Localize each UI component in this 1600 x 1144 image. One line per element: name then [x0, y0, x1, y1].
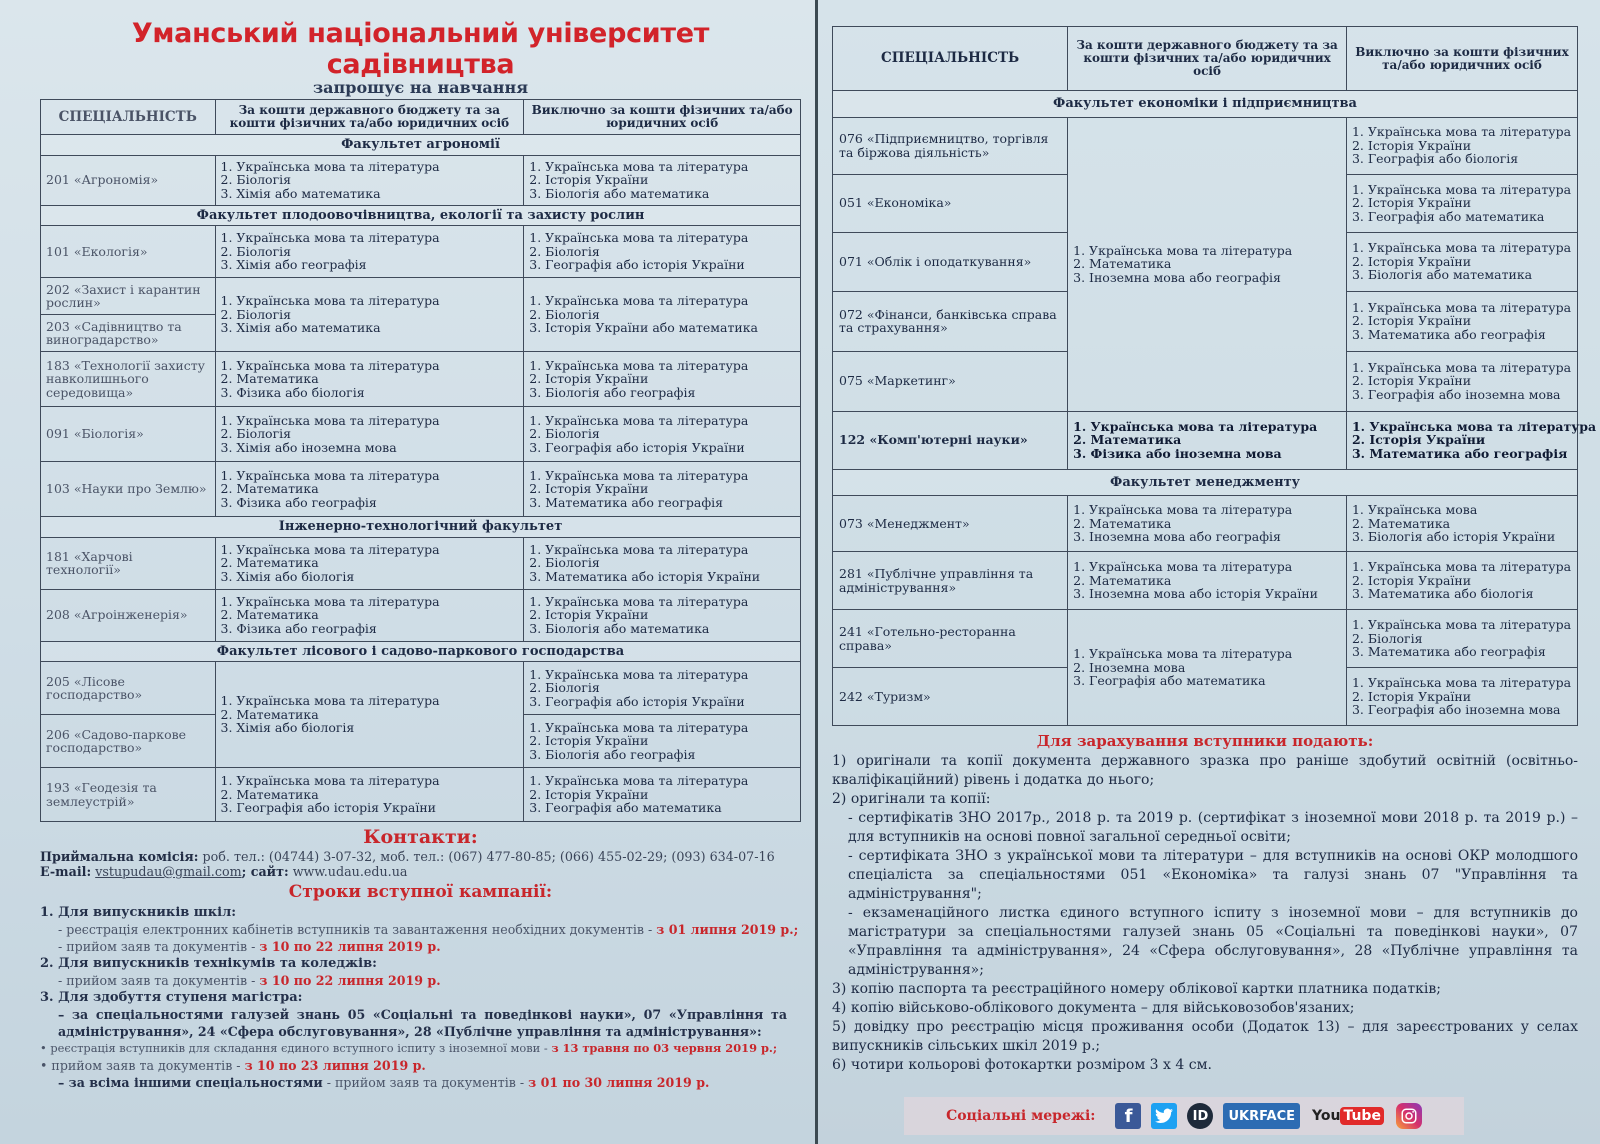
- ukrface-icon[interactable]: UKRFACE: [1223, 1103, 1300, 1129]
- instagram-icon[interactable]: [1396, 1103, 1422, 1129]
- table-row: [41, 278, 801, 315]
- youtube-icon[interactable]: You Tube: [1310, 1103, 1386, 1129]
- table-row: [833, 552, 1578, 610]
- table-row: [833, 411, 1578, 469]
- header-paid: Виключно за кошти фізичних та/або юридичних осіб: [524, 100, 801, 135]
- specialty-cell: 122 «Комп'ютерні науки»: [833, 411, 1068, 469]
- faculty-heading: Інженерно-технологічний факультет: [41, 517, 801, 538]
- budget-subjects: 1. Українська мова та література 2. Біологія 3. Хімія або математика: [215, 155, 524, 205]
- budget-subjects: 1. Українська мова та література 2. Математика 3. Фізика або географія: [215, 462, 524, 517]
- specialty-cell: 242 «Туризм»: [833, 668, 1068, 726]
- terms-item: – за всіма іншими спеціальностями - прийом заяв та документів - з 01 по 30 липня 2019 р.: [58, 1075, 710, 1090]
- specialty-cell: 103 «Науки про Землю»: [41, 462, 216, 517]
- header-budget: За кошти державного бюджету та за кошти фізичних та/або юридичних осіб: [215, 100, 524, 135]
- email-site-line: [40, 864, 801, 879]
- terms-item: – за спеціальностями галузей знань 05 «Соціальні та поведінкові науки», 07 «Управління та адміністрування», 24 «Сфера обслуговування», 28 «Публічне управління та адміністрування»:: [58, 1007, 787, 1039]
- header-budget: За кошти державного бюджету та за кошти фізичних та/або юридичних осіб: [1068, 27, 1347, 91]
- specialty-cell: 071 «Облік і оподаткування»: [833, 232, 1068, 291]
- email-link[interactable]: vstupudau@gmail.com: [95, 864, 242, 879]
- budget-subjects: 1. Українська мова та література 2. Математика 3. Іноземна мова або географія: [1068, 117, 1347, 411]
- faculty-heading: Факультет агрономії: [41, 135, 801, 156]
- table-row: [41, 352, 801, 407]
- header-specialty: СПЕЦІАЛЬНІСТЬ: [41, 100, 216, 135]
- specialty-cell: 075 «Маркетинг»: [833, 351, 1068, 411]
- specialty-cell: 201 «Агрономія»: [41, 155, 216, 205]
- email-label: E-mail:: [40, 864, 92, 879]
- paid-subjects: 1. Українська мова та література 2. Історія України 3. Математика або географія: [524, 462, 801, 517]
- specialty-cell: 205 «Лісове господарство»: [41, 662, 216, 715]
- terms-item: • прийом заяв та документів - з 10 по 23 липня 2019 р.: [40, 1058, 426, 1073]
- right-specialties-table: [832, 26, 1597, 726]
- budget-subjects: 1. Українська мова та література 2. Математика 3. Хімія або біологія: [215, 662, 524, 768]
- paid-subjects: 1. Українська мова та література 2. Історія України 3. Географія або іноземна мова: [1346, 351, 1577, 411]
- paid-subjects: 1. Українська мова та література 2. Історія України 3. Біологія або географія: [524, 352, 801, 407]
- paid-subjects: 1. Українська мова та література 2. Історія України 3. Біологія або математика: [1346, 232, 1577, 291]
- twitter-icon[interactable]: [1151, 1103, 1177, 1129]
- requirements-list: [832, 752, 1578, 1075]
- budget-subjects: 1. Українська мова та література 2. Біологія 3. Хімія або географія: [215, 226, 524, 278]
- specialty-cell: 183 «Технології захисту навколишнього середовища»: [41, 352, 216, 407]
- paid-subjects: 1. Українська мова 2. Математика 3. Біологія або історія України: [1346, 496, 1577, 552]
- list-item: 3) копію паспорта та реєстраційного номеру облікової картки платника податків;: [832, 981, 1441, 997]
- paid-subjects: 1. Українська мова та література 2. Історія України 3. Географія або біологія: [1346, 117, 1577, 174]
- budget-subjects: 1. Українська мова та література 2. Іноземна мова 3. Географія або математика: [1068, 610, 1347, 726]
- terms-heading: Строки вступної кампанії:: [288, 882, 553, 902]
- facebook-icon[interactable]: f: [1115, 1103, 1141, 1129]
- terms-item: - прийом заяв та документів - з 10 по 22 липня 2019 р.: [58, 973, 441, 988]
- site-label: ; сайт:: [241, 864, 289, 879]
- list-item: - екзаменаційного листка єдиного вступного іспиту з іноземної мови – для вступників до магістратури за спеціальностями галузей знань 05 «Соціальні та поведінкові науки», 07 «Управління та адміністрування», 24 «Сфера обслуговування», 28 «Публічне управління та адміністрування»;: [848, 905, 1578, 978]
- paid-subjects: 1. Українська мова та література 2. Історія України 3. Біологія або математика: [524, 589, 801, 641]
- budget-subjects: 1. Українська мова та література 2. Біологія 3. Хімія або іноземна мова: [215, 407, 524, 462]
- table-row: [833, 610, 1578, 668]
- faculty-heading: Факультет плодоовочівництва, екології та захисту рослин: [41, 205, 801, 226]
- budget-subjects: 1. Українська мова та література 2. Математика 3. Іноземна мова або географія: [1068, 496, 1347, 552]
- table-row: [41, 155, 801, 205]
- social-label: Соціальні мережі:: [946, 1108, 1096, 1124]
- table-row: [41, 589, 801, 641]
- paid-subjects: 1. Українська мова та література 2. Історія України 3. Математика або біологія: [1346, 552, 1577, 610]
- faculty-heading: Факультет менеджменту: [833, 469, 1578, 496]
- table-header: [833, 27, 1578, 91]
- admissions-phones: [40, 849, 801, 864]
- table-row: [41, 226, 801, 278]
- terms-group-schools: 1. Для випускників шкіл:: [40, 905, 237, 920]
- paid-subjects: 1. Українська мова та література 2. Біологія 3. Математика або історія України: [524, 537, 801, 589]
- paid-subjects: 1. Українська мова та література 2. Історія України 3. Математика або географія: [1346, 411, 1577, 469]
- budget-subjects: 1. Українська мова та література 2. Математика 3. Хімія або біологія: [215, 537, 524, 589]
- paid-subjects: 1. Українська мова та література 2. Біологія 3. Географія або історія України: [524, 407, 801, 462]
- contacts-heading: Контакти:: [363, 826, 478, 848]
- table-row: [833, 496, 1578, 552]
- commission-label: Приймальна комісія:: [40, 849, 199, 864]
- budget-subjects: 1. Українська мова та література 2. Біологія 3. Хімія або математика: [215, 278, 524, 352]
- table-row: [833, 117, 1578, 174]
- specialty-cell: 241 «Готельно-ресторанна справа»: [833, 610, 1068, 668]
- left-specialties-table: [40, 99, 801, 822]
- site-link[interactable]: www.udau.edu.ua: [292, 864, 408, 879]
- specialty-cell: 073 «Менеджмент»: [833, 496, 1068, 552]
- table-row: [41, 462, 801, 517]
- list-item: 4) копію військово-облікового документа – для військовозобов'язаних;: [832, 1000, 1355, 1016]
- paid-subjects: 1. Українська мова та література 2. Історія України 3. Математика або географія: [1346, 291, 1577, 351]
- budget-subjects: 1. Українська мова та література 2. Математика 3. Фізика або географія: [215, 589, 524, 641]
- paid-subjects: 1. Українська мова та література 2. Історія України 3. Біологія або математика: [524, 155, 801, 205]
- terms-group-masters: 3. Для здобуття ступеня магістра:: [40, 990, 303, 1005]
- paid-subjects: 1. Українська мова та література 2. Історія України 3. Географія або математика: [1346, 174, 1577, 232]
- specialty-cell: 193 «Геодезія та землеустрій»: [41, 768, 216, 822]
- paid-subjects: 1. Українська мова та література 2. Біологія 3. Географія або історія України: [524, 226, 801, 278]
- list-item: 2) оригінали та копії:: [832, 791, 991, 807]
- specialty-cell: 091 «Біологія»: [41, 407, 216, 462]
- list-item: 5) довідку про реєстрацію місця проживання особи (Додаток 13) – для зареєстрованих у селах випускників сільських шкіл 2019 р.;: [832, 1019, 1578, 1054]
- specialty-cell: 206 «Садово-паркове господарство»: [41, 715, 216, 768]
- header-paid: Виключно за кошти фізичних та/або юридичних осіб: [1346, 27, 1577, 91]
- paid-subjects: 1. Українська мова та література 2. Біологія 3. Історія України або математика: [524, 278, 801, 352]
- specialty-cell: 181 «Харчові технології»: [41, 537, 216, 589]
- specialty-cell: 281 «Публічне управління та адміністрування»: [833, 552, 1068, 610]
- table-row: [41, 768, 801, 822]
- specialty-cell: 202 «Захист і карантин рослин»: [41, 278, 216, 315]
- social-bar: [904, 1097, 1464, 1135]
- table-row: [41, 537, 801, 589]
- specialty-cell: 051 «Економіка»: [833, 174, 1068, 232]
- terms-item: - прийом заяв та документів - з 10 по 22 липня 2019 р.: [58, 939, 441, 954]
- budget-subjects: 1. Українська мова та література 2. Математика 3. Фізика або біологія: [215, 352, 524, 407]
- list-item: - сертифікатів ЗНО 2017р., 2018 р. та 2019 р. (сертифікат з іноземної мови 2018 р. та 2019 р.) – для вступників на основі повної загальної середньої освіти;: [848, 810, 1578, 845]
- paid-subjects: 1. Українська мова та література 2. Біологія 3. Географія або історія України: [524, 662, 801, 715]
- specialty-cell: 076 «Підприємництво, торгівля та біржова діяльність»: [833, 117, 1068, 174]
- subtitle: запрошує на навчання: [312, 78, 529, 97]
- paid-subjects: 1. Українська мова та література 2. Історія України 3. Географія або іноземна мова: [1346, 668, 1577, 726]
- university-title: Уманський національний університет садівництва: [131, 18, 710, 80]
- right-page: [818, 0, 1600, 1144]
- faculty-heading: Факультет економіки і підприємництва: [833, 91, 1578, 118]
- specialty-cell: 208 «Агроінженерія»: [41, 589, 216, 641]
- list-item: 6) чотири кольорові фотокартки розміром 3 х 4 см.: [832, 1057, 1212, 1073]
- myspace-icon[interactable]: ID: [1187, 1103, 1213, 1129]
- paid-subjects: 1. Українська мова та література 2. Біологія 3. Математика або географія: [1346, 610, 1577, 668]
- specialty-cell: 203 «Садівництво та виноградарство»: [41, 315, 216, 352]
- list-item: - сертифіката ЗНО з української мови та літератури – для вступників на основі ОКР молодшого спеціаліста за спеціальностями 051 «Економіка» та галузі знань 07 "Управління та адміністрування";: [848, 848, 1578, 902]
- commission-phones: роб. тел.: (04744) 3-07-32, моб. тел.: (067) 477-80-85; (066) 455-02-29; (093) 634-07-16: [202, 849, 775, 864]
- specialty-cell: 101 «Екологія»: [41, 226, 216, 278]
- terms-item: - реєстрація електронних кабінетів вступників та завантаження необхідних документів - з 01 липня 2019 р.;: [58, 922, 799, 937]
- table-row: [41, 407, 801, 462]
- paid-subjects: 1. Українська мова та література 2. Історія України 3. Географія або математика: [524, 768, 801, 822]
- specialty-cell: 072 «Фінанси, банківська справа та страхування»: [833, 291, 1068, 351]
- budget-subjects: 1. Українська мова та література 2. Математика 3. Іноземна мова або історія України: [1068, 552, 1347, 610]
- table-row: [41, 662, 801, 715]
- paid-subjects: 1. Українська мова та література 2. Історія України 3. Біологія або географія: [524, 715, 801, 768]
- table-header: [41, 100, 801, 135]
- budget-subjects: 1. Українська мова та література 2. Математика 3. Фізика або іноземна мова: [1068, 411, 1347, 469]
- budget-subjects: 1. Українська мова та література 2. Математика 3. Географія або історія України: [215, 768, 524, 822]
- list-item: 1) оригінали та копії документа державного зразка про раніше здобутий освітній (освітньо-кваліфікаційний) рівень і додатка до нього;: [832, 753, 1578, 788]
- header-specialty: СПЕЦІАЛЬНІСТЬ: [833, 27, 1068, 91]
- requirements-heading: Для зарахування вступники подають:: [1036, 732, 1374, 750]
- terms-item: • реєстрація вступників для складання єдиного вступного іспиту з іноземної мови - з 13 травня по 03 червня 2019 р.;: [40, 1041, 778, 1055]
- faculty-heading: Факультет лісового і садово-паркового господарства: [41, 641, 801, 662]
- terms-group-colleges: 2. Для випускників технікумів та коледжів:: [40, 956, 377, 971]
